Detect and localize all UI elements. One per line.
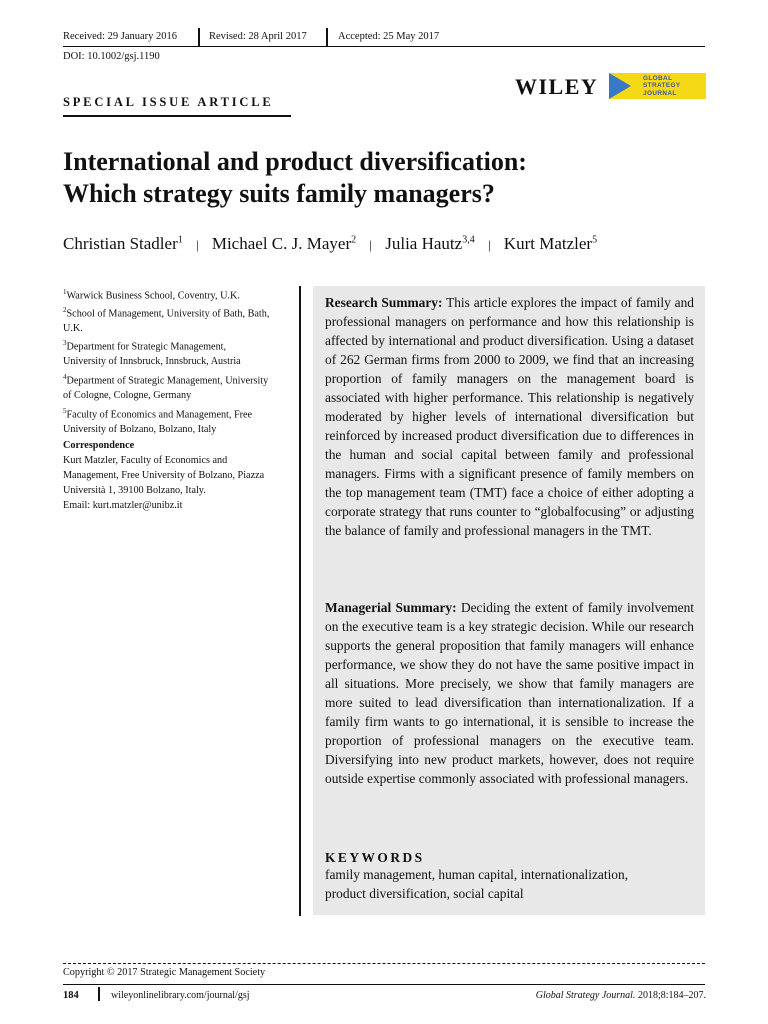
keywords-list bbox=[325, 865, 694, 903]
author-separator: | bbox=[195, 237, 199, 252]
journal-logo-text bbox=[643, 75, 681, 97]
affil-line: Faculty of Economics and Management, Free bbox=[66, 409, 253, 421]
affil-line: Department for Strategic Management, bbox=[66, 341, 227, 353]
author-affil: 2 bbox=[351, 234, 357, 246]
affiliation bbox=[63, 336, 295, 369]
author-name[interactable]: Julia Hautz bbox=[385, 234, 463, 253]
article-type: SPECIAL ISSUE ARTICLE bbox=[63, 95, 274, 109]
article-type-underline bbox=[63, 115, 291, 117]
article-title bbox=[63, 146, 703, 210]
affil-line: University of Bolzano, Bolzano, Italy bbox=[63, 424, 217, 436]
author-name[interactable]: Michael C. J. Mayer bbox=[211, 234, 352, 253]
affil-line: Warwick Business School, Coventry, U.K. bbox=[66, 290, 240, 302]
author-affil: 5 bbox=[592, 234, 598, 246]
journal-logo-mark bbox=[609, 73, 631, 99]
correspondence-heading: Correspondence bbox=[63, 440, 135, 451]
correspondence bbox=[63, 438, 295, 513]
research-summary bbox=[325, 293, 694, 540]
author-name[interactable]: Christian Stadler bbox=[63, 234, 178, 253]
research-summary-label: Research Summary: bbox=[325, 295, 443, 310]
keywords-line: family management, human capital, internationalization, bbox=[325, 867, 629, 882]
affil-line: School of Management, University of Bath, Bath, bbox=[66, 308, 270, 320]
journal-logo-line: GLOBAL bbox=[643, 75, 673, 82]
keywords-line: product diversification, social capital bbox=[325, 886, 524, 901]
affil-sup: 1 bbox=[63, 288, 67, 296]
date-separator bbox=[326, 28, 328, 46]
wiley-logo: WILEY bbox=[515, 74, 599, 99]
affiliation bbox=[63, 404, 295, 437]
affil-line: of Cologne, Cologne, Germany bbox=[63, 390, 192, 402]
affil-sup: 5 bbox=[63, 407, 67, 415]
affiliation bbox=[63, 303, 295, 336]
managerial-summary bbox=[325, 598, 694, 788]
journal-logo-line: STRATEGY bbox=[643, 82, 681, 90]
footer-separator bbox=[98, 987, 100, 1001]
affil-line: U.K. bbox=[63, 323, 83, 335]
author-affil: 3,4 bbox=[462, 234, 475, 246]
revised-date: Revised: 28 April 2017 bbox=[209, 31, 307, 42]
doi: DOI: 10.1002/gsj.1190 bbox=[63, 51, 160, 62]
accepted-date: Accepted: 25 May 2017 bbox=[338, 31, 440, 42]
managerial-summary-label: Managerial Summary: bbox=[325, 600, 457, 615]
journal-logo-line: JOURNAL bbox=[643, 89, 677, 97]
author-list bbox=[63, 234, 597, 254]
title-line: International and product diversification: bbox=[63, 147, 527, 176]
affil-line: University of Innsbruck, Innsbruck, Austria bbox=[63, 356, 241, 368]
correspondence-line: Kurt Matzler, Faculty of Economics and bbox=[63, 455, 228, 466]
correspondence-line: Università 1, 39100 Bolzano, Italy. bbox=[63, 485, 206, 496]
citation-volume: 2018;8:184–207. bbox=[637, 990, 706, 1001]
author-name[interactable]: Kurt Matzler bbox=[503, 234, 593, 253]
page-number: 184 bbox=[63, 990, 79, 1001]
journal-name: Global Strategy Journal. bbox=[535, 990, 636, 1001]
footer-dashed-rule bbox=[63, 963, 705, 964]
title-line: Which strategy suits family managers? bbox=[63, 179, 495, 208]
affiliation bbox=[63, 370, 295, 403]
author-separator: | bbox=[369, 237, 372, 252]
journal-logo bbox=[609, 73, 706, 99]
correspondence-email[interactable]: Email: kurt.matzler@unibz.it bbox=[63, 500, 183, 511]
journal-citation bbox=[536, 990, 706, 1001]
affil-line: Department of Strategic Management, University bbox=[66, 375, 269, 387]
journal-url[interactable]: wileyonlinelibrary.com/journal/gsj bbox=[111, 990, 250, 1001]
date-separator bbox=[198, 28, 200, 46]
author-affil: 1 bbox=[177, 234, 183, 246]
affiliation bbox=[63, 285, 295, 303]
affil-sup: 3 bbox=[63, 339, 67, 347]
article-dates bbox=[63, 28, 705, 48]
footer-rule bbox=[63, 984, 705, 985]
summary-box bbox=[313, 286, 705, 915]
received-date: Received: 29 January 2016 bbox=[63, 31, 178, 42]
research-summary-text: This article explores the impact of family and professional managers on performance and how this relationship is affected by international and product diversification. Using a dataset of 262 German firms from 2000 to 2009, we find that an increasing proportion of family managers on the management board is associated with higher performance. This relationship is negatively moderated by higher levels of international diversification but reinforced by increased product diversification due to differences in the human and social capital between family and professional managers. Firms with a significant presence of family members on the top management team (TMT) face a choice of either adopting a corporate strategy that runs counter to “globalfocusing” or adjusting the balance of family and professional managers in the TMT. bbox=[325, 295, 695, 538]
affil-sup: 2 bbox=[63, 306, 67, 314]
author-separator: | bbox=[487, 237, 491, 252]
correspondence-line: Management, Free University of Bolzano, Piazza bbox=[63, 470, 265, 481]
copyright: Copyright © 2017 Strategic Management Society bbox=[63, 967, 266, 978]
header-rule bbox=[63, 46, 705, 47]
affil-sup: 4 bbox=[63, 373, 67, 381]
managerial-summary-text: Deciding the extent of family involvement on the executive team is a key strategic decision. While our research supports the general proposition that family managers will enhance performance, we show they do not have the same positive impact in all situations. More precisely, we show that family managers are more suited to lead diversification than internationalization. If a family firm wants to go international, it is sensible to increase the proportion of professional managers on the executive team. Diversifying into new product markets, however, does not require outside expertise commonly associated with professional managers. bbox=[325, 600, 694, 786]
column-rule bbox=[299, 286, 301, 916]
keywords-heading: KEYWORDS bbox=[325, 850, 425, 865]
